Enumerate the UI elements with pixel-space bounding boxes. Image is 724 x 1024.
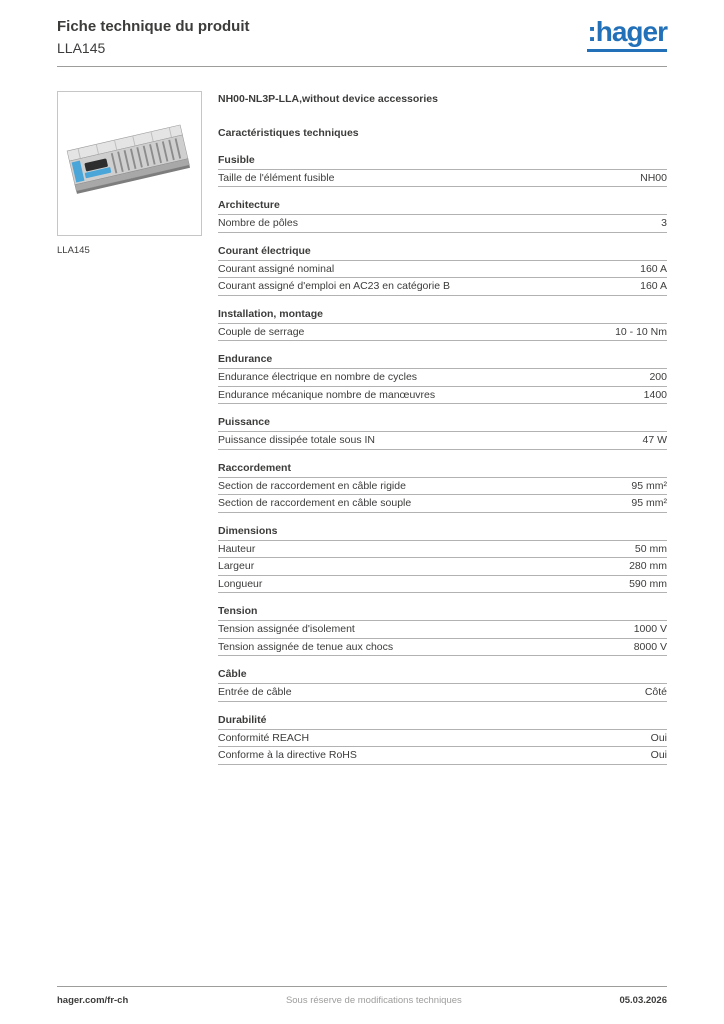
section-title: Dimensions [218,525,667,541]
page-header [57,18,667,67]
footer-link[interactable]: hager.com/fr-ch [57,995,129,1006]
spec-label: Largeur [218,560,255,573]
spec-row [218,621,667,639]
spec-label: Puissance dissipée totale sous IN [218,434,376,447]
spec-section [218,605,667,656]
spec-value: 160 A [640,280,667,293]
spec-value: 1000 V [633,623,667,636]
spec-label: Hauteur [218,542,256,555]
footer-date: 05.03.2026 [619,995,667,1006]
spec-label: Section de raccordement en câble souple [218,497,412,510]
spec-section [218,714,667,765]
spec-label: Endurance mécanique nombre de manœuvres [218,388,436,401]
spec-row [218,369,667,387]
spec-label: Section de raccordement en câble rigide [218,479,406,492]
spec-value: 95 mm² [631,497,667,510]
spec-row [218,478,667,496]
section-title: Fusible [218,154,667,170]
section-title: Architecture [218,199,667,215]
section-rows [218,324,667,342]
spec-value: Oui [650,749,667,762]
section-title: Puissance [218,416,667,432]
spec-label: Conforme à la directive RoHS [218,749,357,762]
spec-label: Tension assignée d'isolement [218,623,355,636]
spec-section [218,416,667,450]
spec-label: Couple de serrage [218,325,305,338]
spec-section [218,462,667,513]
spec-row [218,541,667,559]
section-title: Câble [218,668,667,684]
spec-value: 10 - 10 Nm [615,325,667,338]
spec-section [218,199,667,233]
spec-row [218,387,667,405]
section-title: Courant électrique [218,245,667,261]
spec-label: Taille de l'élément fusible [218,171,335,184]
spec-row [218,261,667,279]
section-rows [218,261,667,296]
spec-value: 3 [661,217,667,230]
spec-row [218,639,667,657]
spec-value: 95 mm² [631,479,667,492]
section-rows [218,478,667,513]
product-image [57,91,202,236]
spec-label: Endurance électrique en nombre de cycles [218,371,418,384]
spec-value: Oui [650,731,667,744]
spec-value: 280 mm [629,560,667,573]
characteristics-title: Caractéristiques techniques [218,126,359,139]
spec-label: Longueur [218,577,263,590]
spec-row [218,558,667,576]
spec-row [218,684,667,702]
spec-row [218,576,667,594]
product-image-column [57,91,202,777]
spec-value: 200 [649,371,667,384]
spec-row [218,747,667,765]
section-title: Raccordement [218,462,667,478]
spec-label: Conformité REACH [218,731,310,744]
spec-section [218,308,667,342]
product-name: NH00-NL3P-LLA,without device accessories [218,92,438,105]
section-rows [218,215,667,233]
spec-sections [218,154,667,765]
spec-value: 50 mm [634,542,667,555]
section-title: Tension [218,605,667,621]
spec-section [218,668,667,702]
section-title: Installation, montage [218,308,667,324]
section-rows [218,730,667,765]
section-rows [218,432,667,450]
hager-logo: :hager [587,18,667,52]
spec-label: Courant assigné d'emploi en AC23 en catégorie B [218,280,450,293]
spec-section [218,353,667,404]
section-rows [218,369,667,404]
spec-value: Côté [644,686,667,699]
spec-label: Entrée de câble [218,686,292,699]
spec-row [218,324,667,342]
header-titles [57,18,250,56]
spec-value: NH00 [640,171,667,184]
section-title: Endurance [218,353,667,369]
product-image-illustration [64,98,195,229]
spec-label: Nombre de pôles [218,217,298,230]
product-code: LLA145 [57,39,106,56]
spec-row [218,170,667,188]
spec-value: 160 A [640,262,667,275]
spec-row [218,495,667,513]
page-footer [57,986,667,1024]
spec-row [218,278,667,296]
content-area [57,91,667,777]
product-image-caption: LLA145 [57,244,90,256]
spec-label: Tension assignée de tenue aux chocs [218,640,394,653]
section-title: Durabilité [218,714,667,730]
spec-column [218,91,667,777]
spec-label: Courant assigné nominal [218,262,335,275]
spec-value: 8000 V [633,640,667,653]
spec-row [218,730,667,748]
section-rows [218,541,667,594]
spec-section [218,245,667,296]
spec-value: 47 W [642,434,667,447]
footer-disclaimer: Sous réserve de modifications techniques [285,995,462,1006]
spec-row [218,215,667,233]
spec-value: 590 mm [629,577,667,590]
spec-row [218,432,667,450]
section-rows [218,170,667,188]
spec-value: 1400 [643,388,667,401]
page-title: Fiche technique du produit [57,18,250,35]
spec-section [218,525,667,594]
section-rows [218,684,667,702]
section-rows [218,621,667,656]
spec-section [218,154,667,188]
